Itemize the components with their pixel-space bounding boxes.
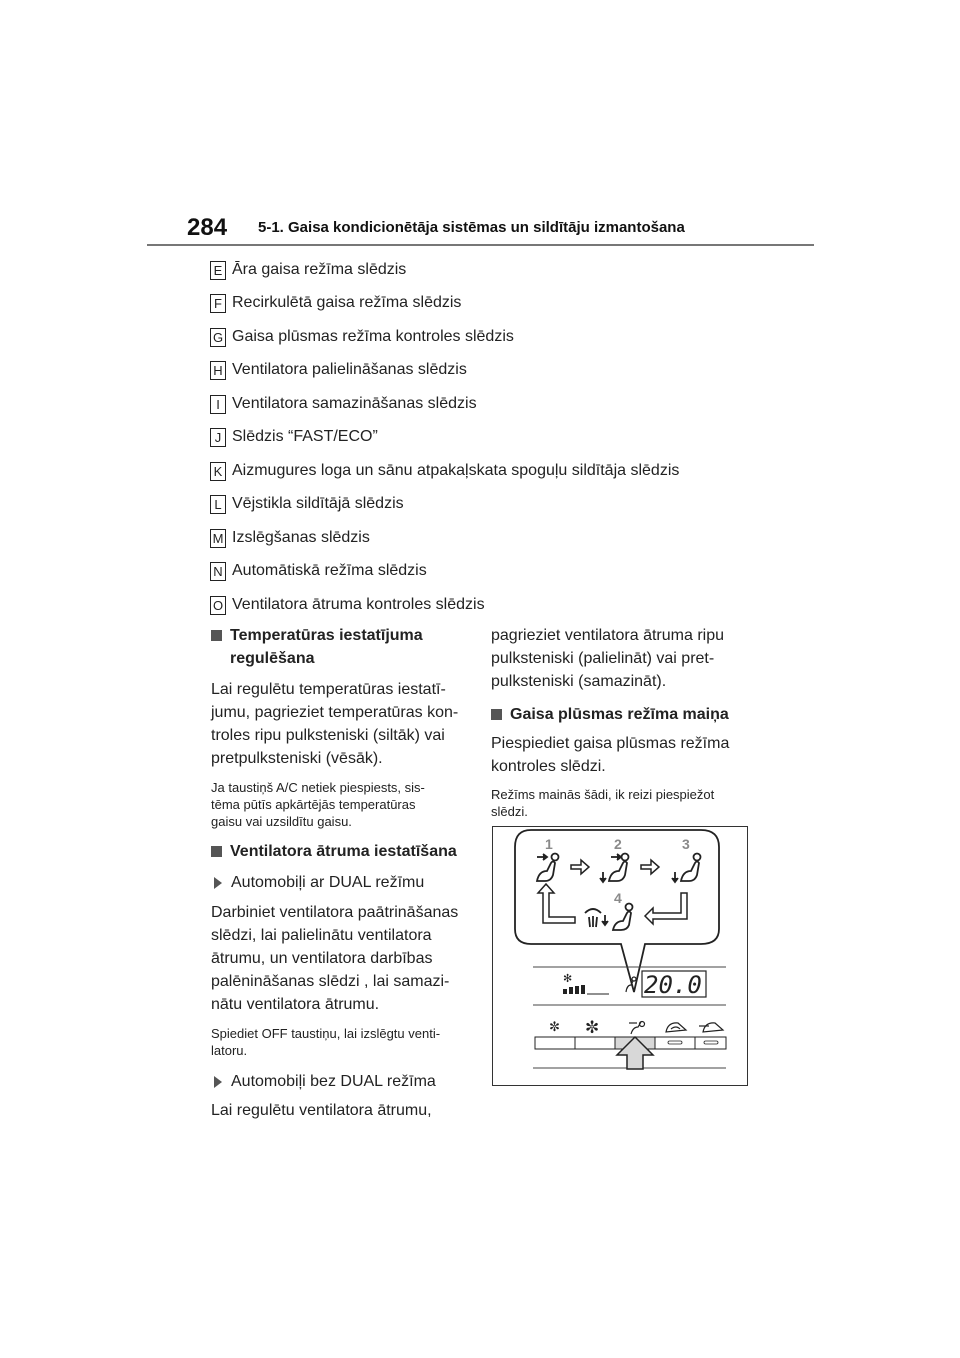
legend-label: Gaisa plūsmas režīma kontroles slēdzis: [232, 328, 514, 345]
legend-label: Vējstikla sildītājā slēdzis: [232, 495, 404, 512]
section-title: 5-1. Gaisa kondicionētāja sistēmas un sildītāju izmantošana: [258, 219, 685, 236]
letter-badge: G: [210, 328, 226, 347]
square-bullet-icon: [211, 846, 222, 857]
right-column: [491, 624, 761, 820]
legend-item-n: [210, 560, 427, 582]
illustration-svg: [493, 827, 747, 1085]
text-line: pulksteniski (samazināt).: [491, 673, 667, 690]
letter-badge: N: [210, 562, 226, 581]
text-line: pulksteniski (palielināt) vai pret-: [491, 650, 715, 667]
svg-text:✼: ✼: [549, 1019, 560, 1034]
legend-item-h: [210, 359, 467, 381]
button-fan-down[interactable]: [535, 1037, 575, 1049]
bullet-label: Automobiļi ar DUAL režīmu: [231, 874, 425, 891]
legend-label: Slēdzis “FAST/ECO”: [232, 428, 378, 445]
text-line: kontroles slēdzi.: [491, 758, 606, 775]
legend-label: Aizmugures loga un sānu atpakaļskata spoguļu sildītāja slēdzis: [232, 462, 680, 479]
dual-note: [211, 1025, 471, 1059]
airflow-mode-heading: [491, 703, 761, 726]
header-divider: [147, 244, 814, 246]
text-line: gaisu vai uzsildītu gaisu.: [211, 814, 352, 829]
step-label-4: 4: [614, 890, 622, 906]
letter-badge: E: [210, 261, 226, 280]
page-number: 284: [187, 214, 228, 241]
text-line: Režīms mainās šādi, ik reizi piespiežot: [491, 787, 715, 802]
letter-badge: L: [210, 495, 226, 514]
legend-label: Ventilatora ātruma kontroles slēdzis: [232, 596, 485, 613]
legend-item-o: [210, 594, 485, 616]
outside-air-icon: [699, 1023, 723, 1032]
airflow-mode-illustration: [492, 826, 748, 1086]
text-line: pagrieziet ventilatora ātruma ripu: [491, 627, 725, 644]
heading-line: Gaisa plūsmas režīma maiņa: [510, 706, 729, 723]
triangle-bullet-icon: [214, 877, 222, 889]
recirculation-icon: [666, 1023, 686, 1032]
text-line: palēnināšanas slēdzi , lai samazi-: [211, 973, 450, 990]
indicator-light: [668, 1041, 682, 1044]
legend-label: Izslēgšanas slēdzis: [232, 529, 370, 546]
airflow-mode-note: [491, 786, 761, 820]
text-line: latoru.: [211, 1043, 248, 1058]
heading-line: Temperatūras iestatījuma: [230, 627, 423, 644]
legend-item-e: [210, 259, 406, 281]
temperature-heading: [211, 624, 471, 670]
svg-text:✻: ✻: [563, 973, 573, 985]
button-fan-up[interactable]: [575, 1037, 615, 1049]
text-line: Darbiniet ventilatora paātrināšanas: [211, 904, 459, 921]
step-label-3: 3: [682, 836, 690, 852]
step-label-2: 2: [614, 836, 622, 852]
legend-label: Ventilatora samazināšanas slēdzis: [232, 395, 477, 412]
mode-button-icon: [629, 1022, 645, 1035]
text-line: jumu, pagrieziet temperatūras kon-: [211, 704, 459, 721]
text-line: Spiediet OFF taustiņu, lai izslēgtu venti-: [211, 1026, 441, 1041]
airflow-mode-body: [491, 732, 761, 778]
text-line: Ja taustiņš A/C netiek piespiests, sis-: [211, 780, 425, 795]
left-column: [211, 624, 471, 1122]
square-bullet-icon: [211, 630, 222, 641]
fan-high-icon: [585, 1018, 599, 1037]
legend-label: Ventilatora palielināšanas slēdzis: [232, 361, 467, 378]
bullet-label: Automobiļi bez DUAL režīma: [231, 1073, 436, 1090]
text-line: pretpulksteniski (vēsāk).: [211, 750, 383, 767]
heading-line: regulēšana: [230, 650, 315, 667]
fan-speed-heading: [211, 840, 471, 863]
text-line: slēdzi, lai palielinātu ventilatora: [211, 927, 432, 944]
text-line: ātrumu, un ventilatora darbības: [211, 950, 433, 967]
text-line: Lai regulētu temperatūras iestatī-: [211, 681, 446, 698]
text-line: slēdzi.: [491, 804, 528, 819]
text-line: troles ripu pulksteniski (siltāk) vai: [211, 727, 445, 744]
temperature-value: 20.0: [644, 971, 702, 999]
dual-bullet: [211, 871, 471, 894]
letter-badge: M: [210, 529, 226, 548]
letter-badge: H: [210, 361, 226, 380]
svg-text:✼: ✼: [585, 1018, 600, 1037]
text-line: tēma pūtīs apkārtējās temperatūras: [211, 797, 416, 812]
square-bullet-icon: [491, 709, 502, 720]
legend-label: Automātiskā režīma slēdzis: [232, 562, 427, 579]
fan-low-icon: [549, 1019, 560, 1034]
letter-badge: K: [210, 462, 226, 481]
letter-badge: F: [210, 294, 226, 313]
legend-item-i: [210, 393, 477, 415]
text-line: nātu ventilatora ātrumu.: [211, 996, 380, 1013]
letter-badge: O: [210, 596, 226, 615]
heading-line: Ventilatora ātruma iestatīšana: [230, 843, 457, 860]
legend-item-g: [210, 326, 514, 348]
legend-item-f: [210, 292, 461, 314]
continued-body: [491, 624, 761, 693]
indicator-light: [704, 1041, 718, 1044]
triangle-bullet-icon: [214, 1076, 222, 1088]
legend-item-k: [210, 460, 679, 482]
legend-item-l: [210, 493, 404, 515]
legend-label: Recirkulētā gaisa režīma slēdzis: [232, 294, 462, 311]
text-line: Piespiediet gaisa plūsmas režīma: [491, 735, 730, 752]
nodual-bullet: [211, 1070, 471, 1093]
fan-level-indicator: [563, 973, 609, 994]
legend-item-j: [210, 426, 378, 448]
temperature-body: [211, 678, 471, 770]
legend-item-m: [210, 527, 370, 549]
letter-badge: J: [210, 428, 226, 447]
temperature-note: [211, 779, 471, 830]
dual-body: [211, 901, 471, 1016]
nodual-body: Lai regulētu ventilatora ātrumu,: [211, 1102, 432, 1119]
letter-badge: I: [210, 395, 226, 414]
legend-label: Āra gaisa režīma slēdzis: [232, 261, 407, 278]
step-label-1: 1: [545, 836, 553, 852]
